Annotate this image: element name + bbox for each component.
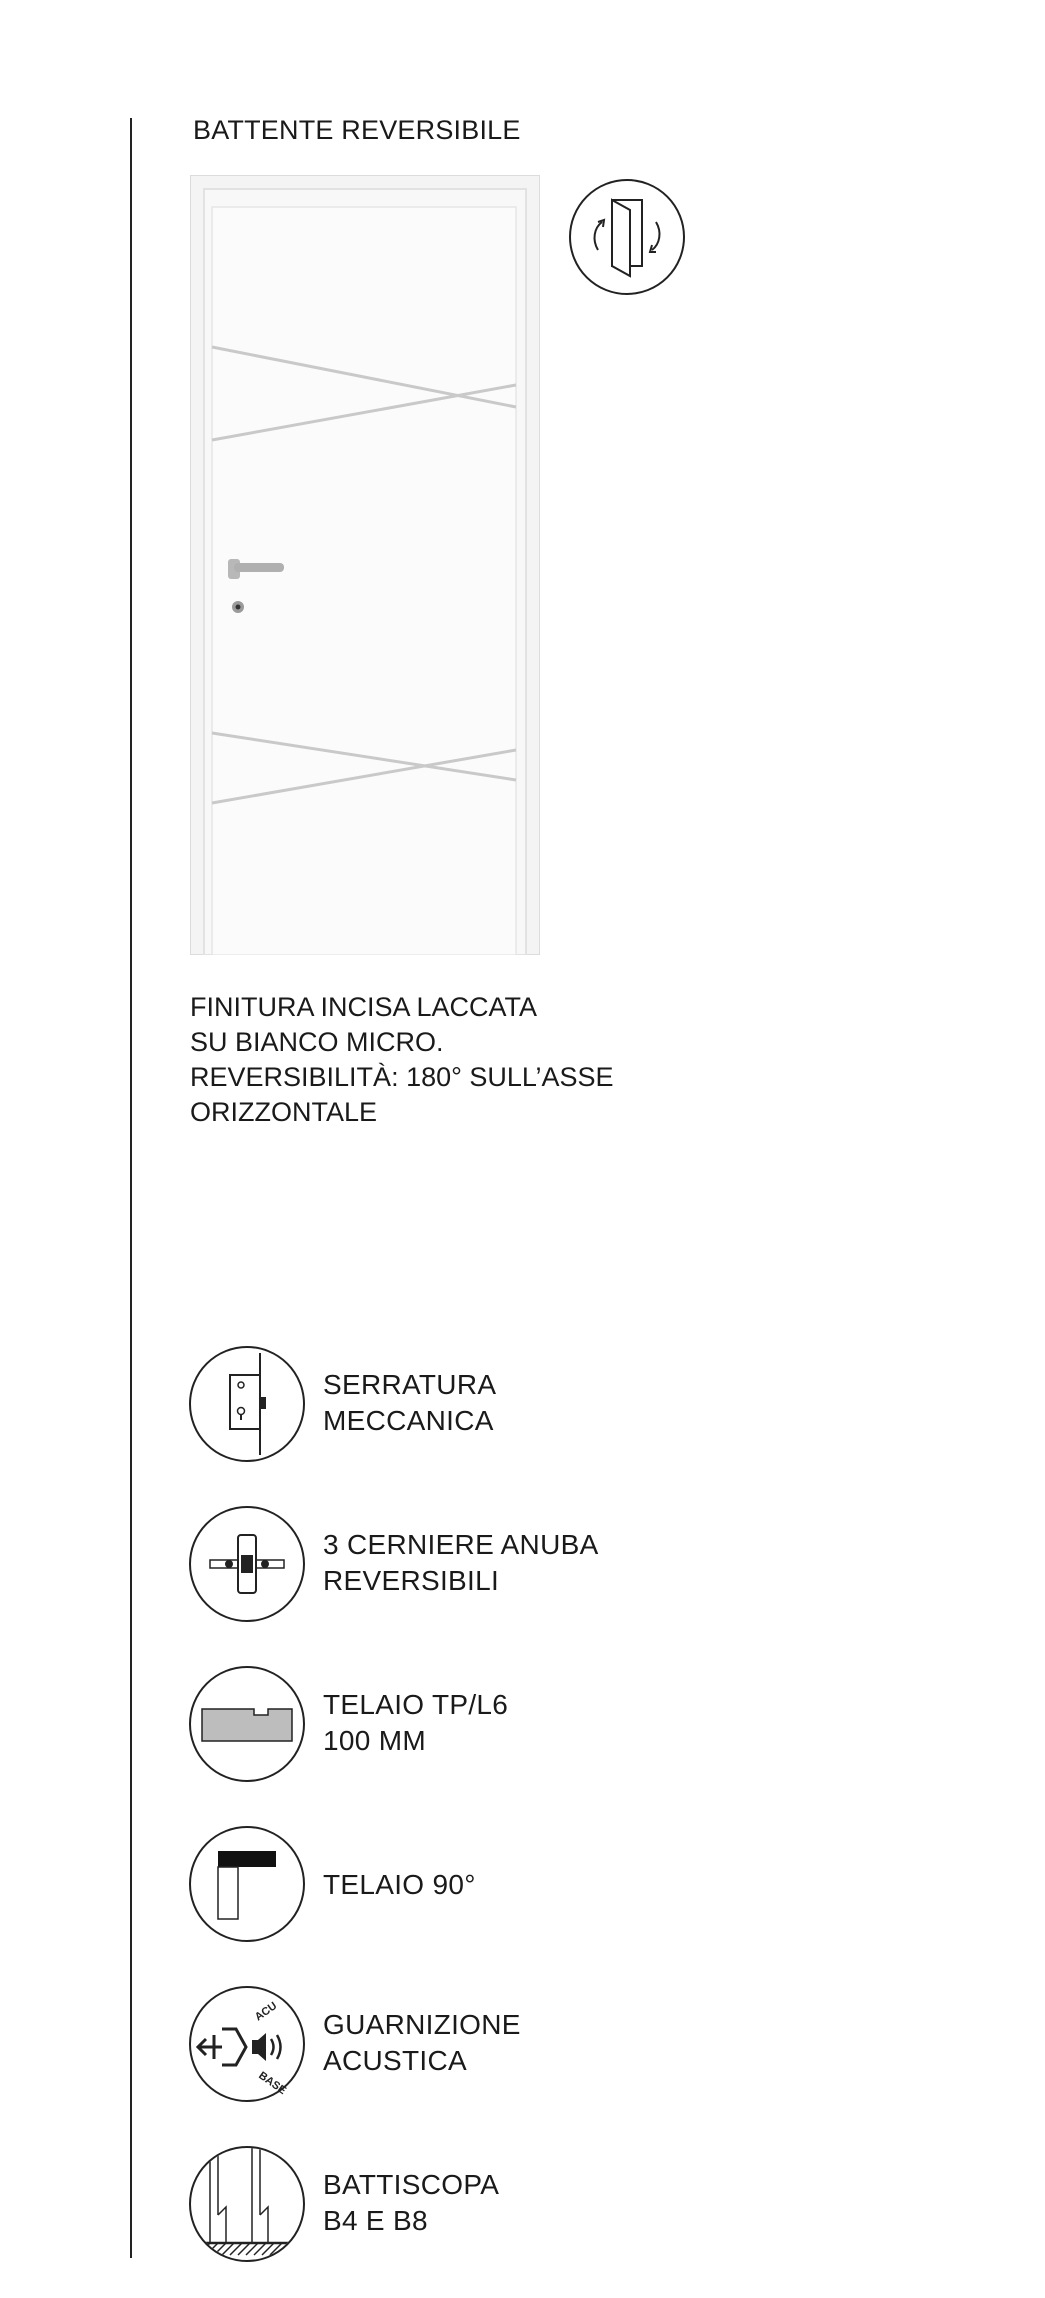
feature-label: 100 MM	[323, 1725, 426, 1756]
description-line: SU BIANCO MICRO.	[190, 1027, 444, 1057]
skirting-icon	[188, 2145, 306, 2263]
description-line: ORIZZONTALE	[190, 1097, 378, 1127]
feature-label: TELAIO 90°	[323, 1869, 476, 1900]
feature-acoustic-seal	[188, 1985, 888, 2105]
frame-profile-icon	[188, 1665, 306, 1783]
feature-label: REVERSIBILI	[323, 1565, 500, 1596]
feature-hinges	[188, 1505, 888, 1625]
badge-acu: ACU	[252, 1999, 280, 2024]
frame-90-icon	[188, 1825, 306, 1943]
feature-label: GUARNIZIONE	[323, 2009, 521, 2040]
feature-label: ACUSTICA	[323, 2045, 467, 2076]
badge-base: BASE	[256, 2069, 289, 2097]
feature-lock	[188, 1345, 888, 1465]
feature-frame-90	[188, 1825, 888, 1945]
feature-frame-profile	[188, 1665, 888, 1785]
section-title: BATTENTE REVERSIBILE	[193, 115, 521, 145]
feature-label: BATTISCOPA	[323, 2169, 500, 2200]
lock-icon	[188, 1345, 306, 1463]
feature-label: B4 E B8	[323, 2205, 428, 2236]
feature-skirting	[188, 2145, 888, 2265]
feature-label: SERRATURA	[323, 1369, 497, 1400]
hinge-icon	[188, 1505, 306, 1623]
feature-label: MECCANICA	[323, 1405, 494, 1436]
vertical-divider	[130, 118, 132, 2258]
feature-label: TELAIO TP/L6	[323, 1689, 509, 1720]
acoustic-seal-icon	[188, 1985, 306, 2103]
reversible-door-icon	[568, 178, 686, 296]
description-line: REVERSIBILITÀ: 180° SULL’ASSE	[190, 1062, 614, 1092]
feature-label: 3 CERNIERE ANUBA	[323, 1529, 599, 1560]
door-image	[190, 175, 540, 955]
finish-description	[190, 990, 614, 1130]
description-line: FINITURA INCISA LACCATA	[190, 992, 538, 1022]
